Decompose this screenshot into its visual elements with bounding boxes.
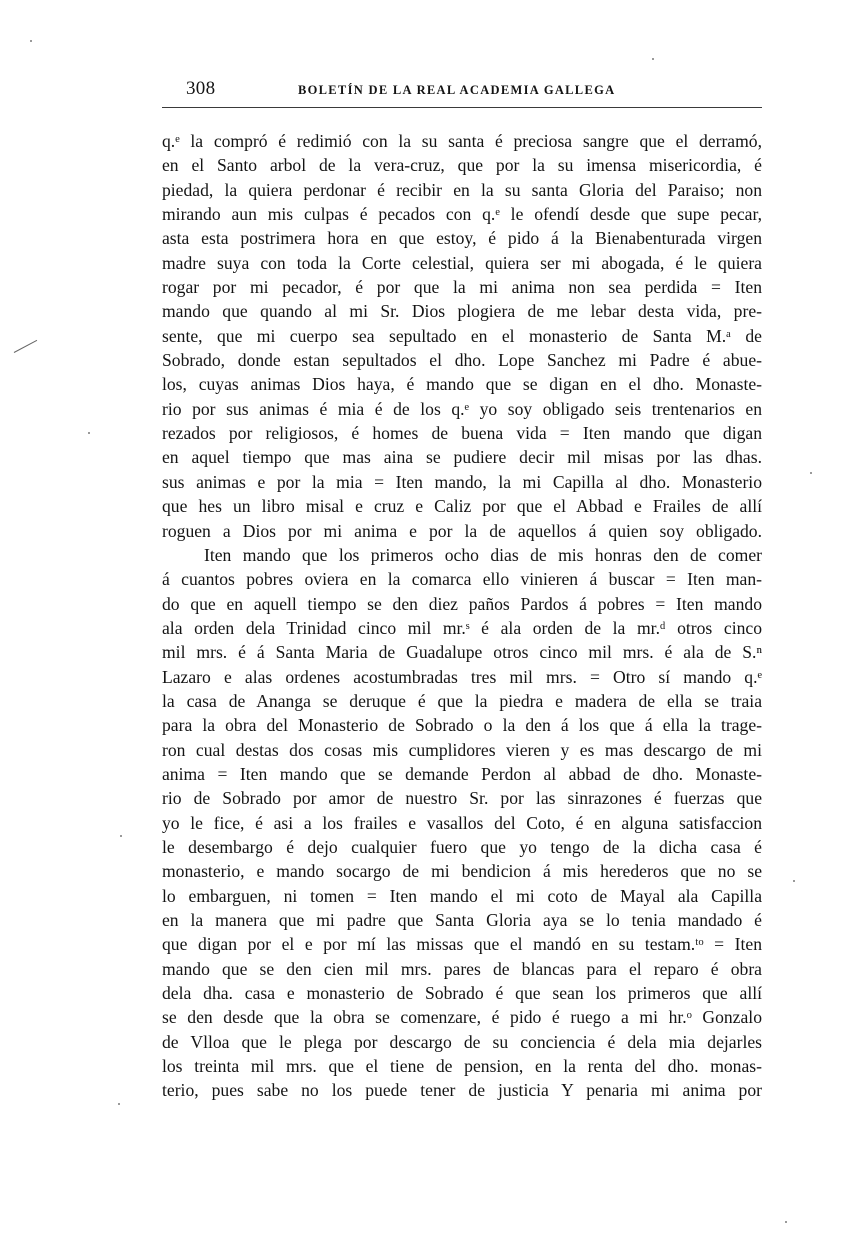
text-line: rio de Sobrado por amor de nuestro Sr. por las sinrazones é fuerzas que: [162, 788, 762, 809]
scan-speck: [810, 472, 812, 474]
text-line: sus animas e por la mia = Iten mando, la mi Capilla al dho. Monasterio: [162, 471, 762, 492]
scan-speck: [118, 1103, 120, 1105]
text-line: do que en aquell tiempo se den diez paños Pardos á pobres = Iten mando: [162, 593, 762, 614]
text-line: de Vlloa que le plega por descargo de su conciencia é dela mia dejarles: [162, 1031, 762, 1052]
text-line: rezados por religiosos, é homes de buena vida = Iten mando que digan: [162, 423, 762, 444]
header-rule: [162, 107, 762, 108]
text-line: mil mrs. é á Santa Maria de Guadalupe otros cinco mil mrs. é ala de S.ⁿ: [162, 642, 762, 663]
text-line: terio, pues sabe no los puede tener de justicia Y penaria mi anima por: [162, 1080, 762, 1101]
text-line: Sobrado, donde estan sepultados el dho. Lope Sanchez mi Padre é abue-: [162, 350, 762, 371]
scan-speck: [120, 835, 122, 837]
text-line: para la obra del Monasterio de Sobrado o la den á los que á ella la trage-: [162, 715, 762, 736]
text-line: mando que quando al mi Sr. Dios plogiera de me lebar desta vida, pre-: [162, 301, 762, 322]
text-line: ala orden dela Trinidad cinco mil mr.ˢ é ala orden de la mr.ᵈ otros cinco: [162, 617, 762, 638]
page-header: [186, 78, 760, 106]
margin-mark: [14, 340, 37, 353]
text-line: le desembargo é dejo cualquier fuero que yo tengo de la dicha casa é: [162, 836, 762, 857]
text-line: yo le fice, é asi a los frailes e vasallos del Coto, é en alguna satisfaccion: [162, 812, 762, 833]
text-line: Iten mando que los primeros ocho dias de mis honras den de comer: [204, 544, 762, 565]
text-line: lo embarguen, ni tomen = Iten mando el mi coto de Mayal ala Capilla: [162, 885, 762, 906]
text-line: monasterio, e mando socargo de mi bendicion á mis herederos que no se: [162, 861, 762, 882]
text-line: asta esta postrimera hora en que estoy, é pido á la Bienabenturada virgen: [162, 228, 762, 249]
text-line: á cuantos pobres oviera en la comarca ello vinieren á buscar = Iten man-: [162, 569, 762, 590]
scan-speck: [88, 432, 90, 434]
text-line: en aquel tiempo que mas aina se pudiere decir mil misas por las dhas.: [162, 447, 762, 468]
text-line: anima = Iten mando que se demande Perdon al abbad de dho. Monaste-: [162, 763, 762, 784]
body-text: [162, 129, 762, 1103]
text-line: mirando aun mis culpas é pecados con q.ᵉ le ofendí desde que supe pecar,: [162, 204, 762, 225]
page-number: 308: [186, 78, 216, 99]
text-line: q.ᵉ la compró é redimió con la su santa é preciosa sangre que el derramó,: [162, 131, 762, 151]
text-line: se den desde que la obra se comenzare, é pido é ruego a mi hr.ᵒ Gonzalo: [162, 1007, 762, 1028]
text-line: los, cuyas animas Dios haya, é mando que se digan en el dho. Monaste-: [162, 374, 762, 395]
text-line: en el Santo arbol de la vera-cruz, que por la su imensa misericordia, é: [162, 155, 762, 176]
text-line: ron cual destas dos cosas mis cumplidores vieren y es mas descargo de mi: [162, 739, 762, 760]
text-line: que hes un libro misal e cruz e Caliz por que el Abbad e Frailes de allí: [162, 496, 762, 517]
text-line: en la manera que mi padre que Santa Gloria aya se lo tenia mandado é: [162, 910, 762, 930]
scan-speck: [652, 58, 654, 60]
text-line: que digan por el e por mí las missas que el mandó en su testam.ᵗᵒ = Iten: [162, 934, 762, 955]
scan-speck: [30, 40, 32, 42]
text-line: madre suya con toda la Corte celestial, quiera ser mi abogada, é le quiera: [162, 252, 762, 273]
text-line: la casa de Ananga se deruque é que la piedra e madera de ella se traia: [162, 690, 762, 711]
text-line: rio por sus animas é mia é de los q.ᵉ yo soy obligado seis trentenarios en: [162, 398, 762, 419]
scan-speck: [785, 1221, 787, 1223]
text-line: roguen a Dios por mi anima e por la de aquellos á quien soy obligado.: [162, 520, 762, 541]
text-line: sente, que mi cuerpo sea sepultado en el monasterio de Santa M.ᵃ de: [162, 325, 762, 346]
running-title: BOLETÍN DE LA REAL ACADEMIA GALLEGA: [298, 83, 616, 97]
text-line: los treinta mil mrs. que el tiene de pension, en la renta del dho. monas-: [162, 1056, 762, 1077]
text-line: mando que se den cien mil mrs. pares de blancas para el reparo é obra: [162, 958, 762, 979]
scan-speck: [793, 880, 795, 882]
text-line: Lazaro e alas ordenes acostumbradas tres mil mrs. = Otro sí mando q.ᵉ: [162, 666, 762, 687]
text-line: rogar por mi pecador, é por que la mi anima non sea perdida = Iten: [162, 277, 762, 298]
text-line: dela dha. casa e monasterio de Sobrado é que sean los primeros que allí: [162, 983, 762, 1004]
text-line: piedad, la quiera perdonar é recibir en la su santa Gloria del Paraiso; non: [162, 179, 762, 200]
